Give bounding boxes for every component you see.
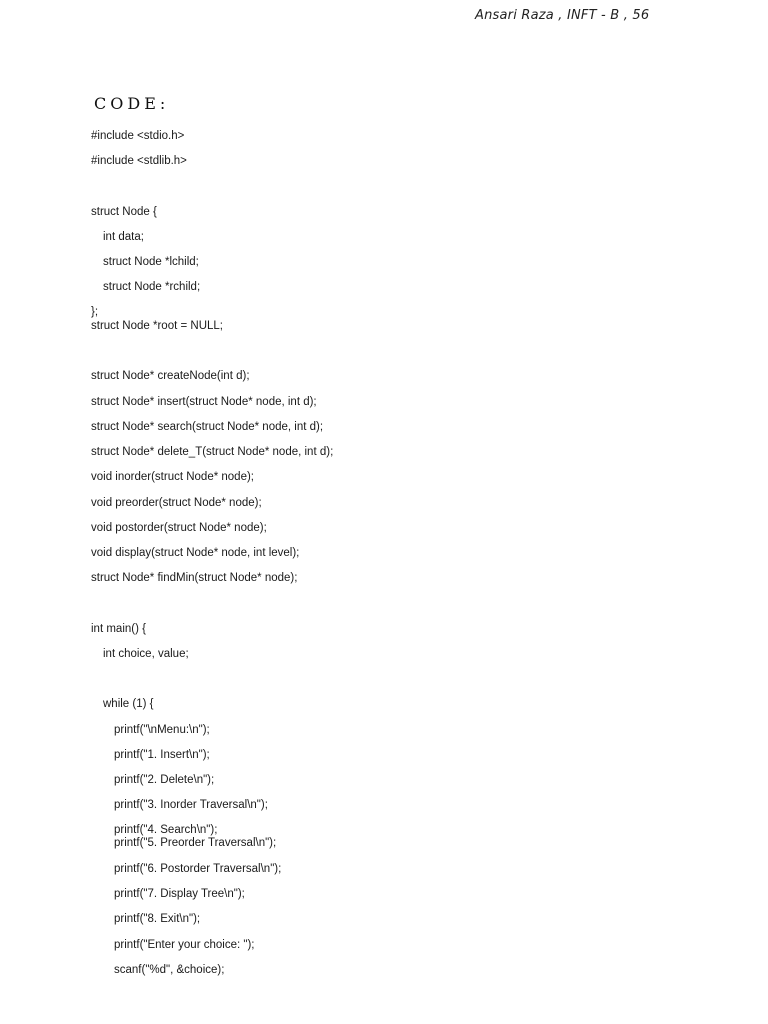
- code-line: };: [91, 306, 99, 318]
- code-line: scanf("%d", &choice);: [114, 964, 225, 976]
- code-line: void inorder(struct Node* node);: [91, 471, 254, 483]
- code-line: struct Node* insert(struct Node* node, int d);: [91, 396, 317, 408]
- code-line: printf("7. Display Tree\n");: [114, 888, 245, 900]
- code-line: int choice, value;: [103, 648, 189, 660]
- code-line: printf("1. Insert\n");: [114, 749, 210, 761]
- code-line: printf("4. Search\n");: [114, 824, 218, 836]
- author-header: Ansari Raza , INFT - B , 56: [475, 8, 650, 23]
- code-line: #include <stdio.h>: [91, 130, 185, 142]
- code-line: struct Node* delete_T(struct Node* node, int d);: [91, 446, 334, 458]
- code-line: printf("2. Delete\n");: [114, 774, 215, 786]
- code-line: int main() {: [91, 623, 146, 635]
- code-line: printf("\nMenu:\n");: [114, 724, 210, 736]
- code-line: printf("6. Postorder Traversal\n");: [114, 863, 282, 875]
- code-line: struct Node *rchild;: [103, 281, 201, 293]
- code-line: printf("8. Exit\n");: [114, 913, 201, 925]
- code-line: #include <stdlib.h>: [91, 155, 187, 167]
- code-line: printf("5. Preorder Traversal\n");: [114, 837, 277, 849]
- section-title: CODE:: [94, 94, 170, 113]
- code-line: struct Node* findMin(struct Node* node);: [91, 572, 298, 584]
- code-line: void preorder(struct Node* node);: [91, 497, 262, 509]
- code-line: struct Node {: [91, 206, 157, 218]
- code-line: printf("Enter your choice: ");: [114, 939, 255, 951]
- code-line: struct Node* createNode(int d);: [91, 370, 250, 382]
- code-line: while (1) {: [103, 698, 154, 710]
- code-line: void postorder(struct Node* node);: [91, 522, 267, 534]
- code-line: int data;: [103, 231, 144, 243]
- code-line: struct Node* search(struct Node* node, int d);: [91, 421, 324, 433]
- code-line: struct Node *root = NULL;: [91, 320, 223, 332]
- code-line: void display(struct Node* node, int level);: [91, 547, 300, 559]
- code-line: struct Node *lchild;: [103, 256, 199, 268]
- code-line: printf("3. Inorder Traversal\n");: [114, 799, 268, 811]
